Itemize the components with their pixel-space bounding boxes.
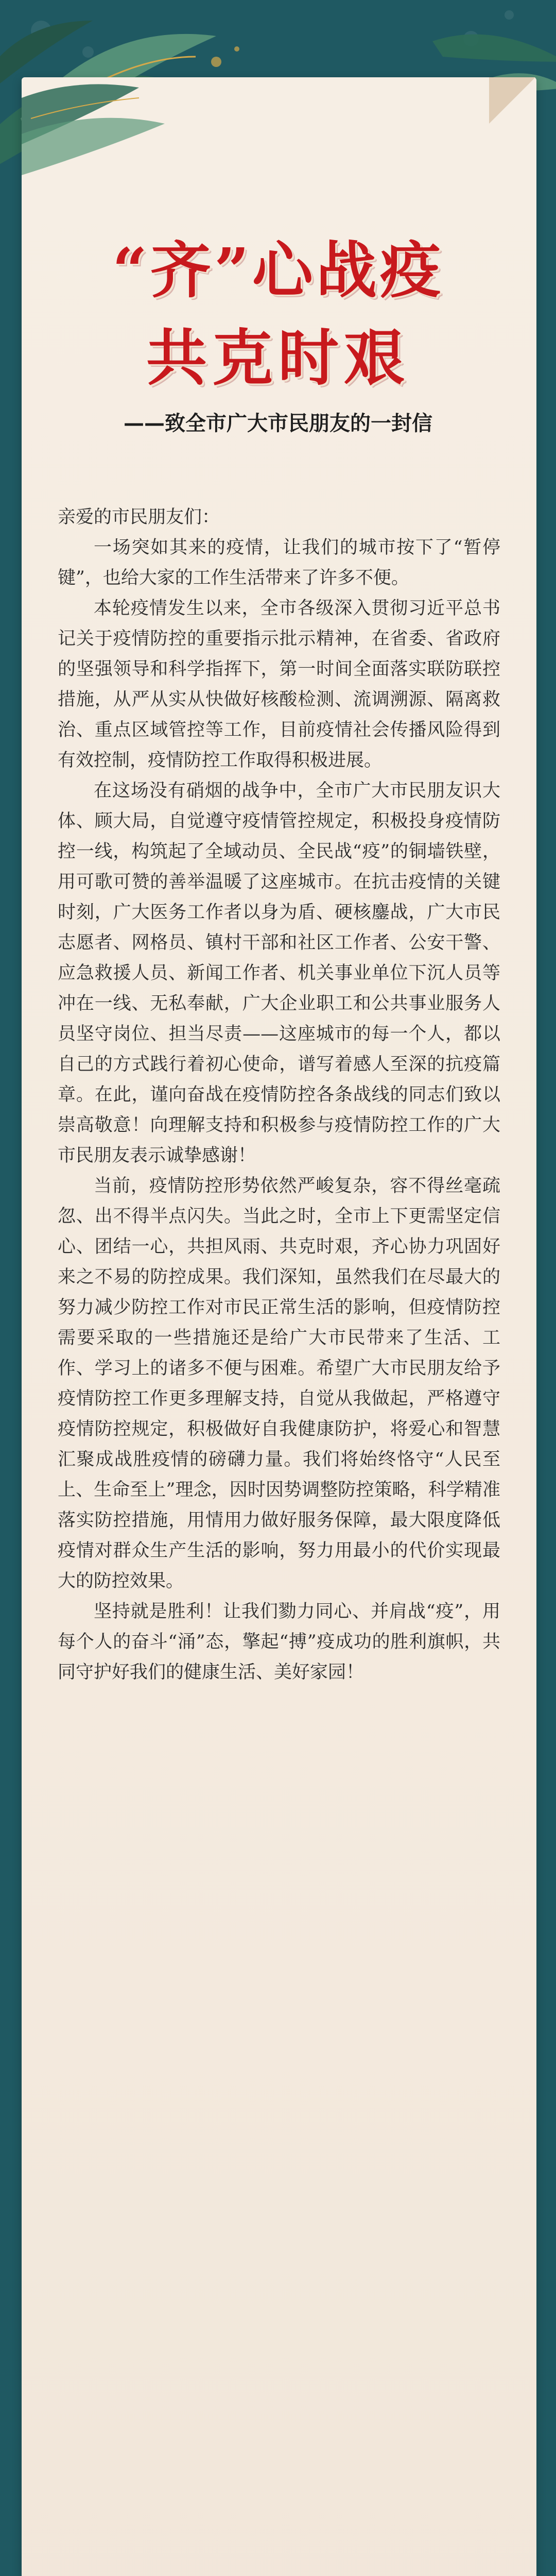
paragraph-3: 在这场没有硝烟的战争中，全市广大市民朋友识大体、顾大局，自觉遵守疫情管控规定，积极投身疫情防控一线，构筑起了全域动员、全民战“疫”的铜墙铁壁，用可歌可赞的善举温暖了这座城市。在抗击疫情的关键时刻，广大医务工作者以身为盾、硬核鏖战，广大市民志愿者、网格员、镇村干部和社区工作者、公安干警、应急救援人员、新闻工作者、机关事业单位下沉人员等冲在一线、无私奉献，广大企业职工和公共事业服务人员坚守岗位、担当尽责——这座城市的每一个人，都以自己的方式践行着初心使命，谱写着感人至深的抗疫篇章。在此，谨向奋战在疫情防控各条战线的同志们致以崇高敬意！向理解支持和积极参与疫情防控工作的广大市民朋友表示诚挚感谢！	[58, 781, 500, 1166]
subtitle: ——致全市广大市民朋友的一封信	[124, 412, 432, 435]
paper-top-leaves	[0, 77, 556, 211]
paragraph-2: 本轮疫情发生以来，全市各级深入贯彻习近平总书记关于疫情防控的重要指示批示精神，在省委、省政府的坚强领导和科学指挥下，第一时间全面落实联防联控措施，从严从实从快做好核酸检测、流调溯源、隔离救治、重点区域管控等工作，目前疫情社会传播风险得到有效控制，疫情防控工作取得积极进展。	[58, 598, 500, 771]
paragraph-5: 坚持就是胜利！让我们勠力同心、并肩战“疫”，用每个人的奋斗“涌”态，擎起“搏”疫成功的胜利旗帜，共同守护好我们的健康生活、美好家园！	[58, 1601, 500, 1683]
paragraph-4: 当前，疫情防控形势依然严峻复杂，容不得丝毫疏忽、出不得半点闪失。当此之时，全市上下更需坚定信心、团结一心，共担风雨、共克时艰，齐心协力巩固好来之不易的防控成果。我们深知，虽然我们在尽最大的努力减少防控工作对市民正常生活的影响，但疫情防控需要采取的一些措施还是给广大市民带来了生活、工作、学习上的诸多不便与困难。希望广大市民朋友给予疫情防控工作更多理解支持，自觉从我做起，严格遵守疫情防控规定，积极做好自我健康防护，将爱心和智慧汇聚成战胜疫情的磅礴力量。我们将始终恪守“人民至上、生命至上”理念，因时因势调整防控策略，科学精准落实防控措施，用情用力做好服务保障，最大限度降低疫情对群众生产生活的影响，努力用最小的代价实现最大的防控效果。	[58, 1176, 500, 1591]
letter-body	[58, 502, 500, 1688]
paragraph-1: 一场突如其来的疫情，让我们的城市按下了“暂停键”，也给大家的工作生活带来了许多不便。	[58, 537, 500, 588]
salutation: 亲爱的市民朋友们：	[58, 507, 220, 528]
title-line-2: 共克时艰	[146, 322, 410, 394]
title-line-1: “齐”心战疫	[112, 234, 444, 306]
